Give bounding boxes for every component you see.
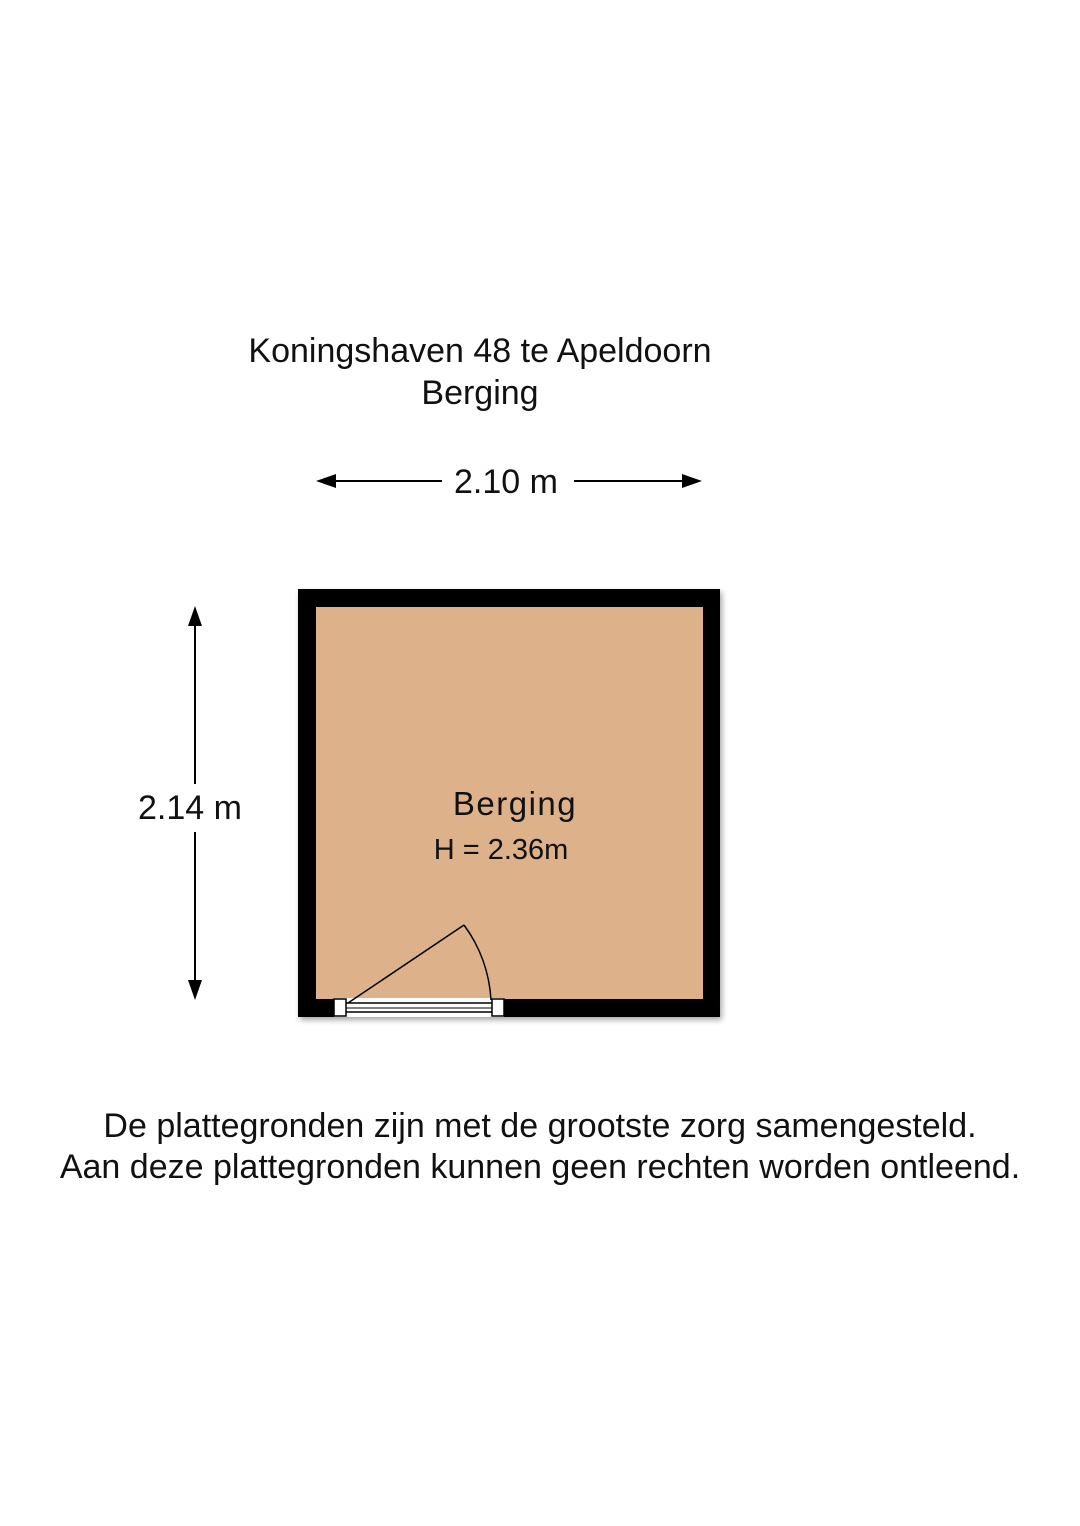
disclaimer-line-1: De plattegronden zijn met de grootste zorg samengesteld. xyxy=(103,1107,977,1145)
room-height-label: H = 2.36m xyxy=(433,834,569,866)
width-dimension-label: 2.10 m xyxy=(446,462,566,502)
disclaimer xyxy=(0,1106,1080,1188)
height-dimension-label: 2.14 m xyxy=(136,784,244,832)
disclaimer-line-2: Aan deze plattegronden kunnen geen rechten worden ontleend. xyxy=(59,1148,1021,1186)
address-title: Koningshaven 48 te Apeldoorn xyxy=(248,332,712,370)
floor-title: Berging xyxy=(421,374,539,412)
room-name-label: Berging xyxy=(452,785,578,822)
